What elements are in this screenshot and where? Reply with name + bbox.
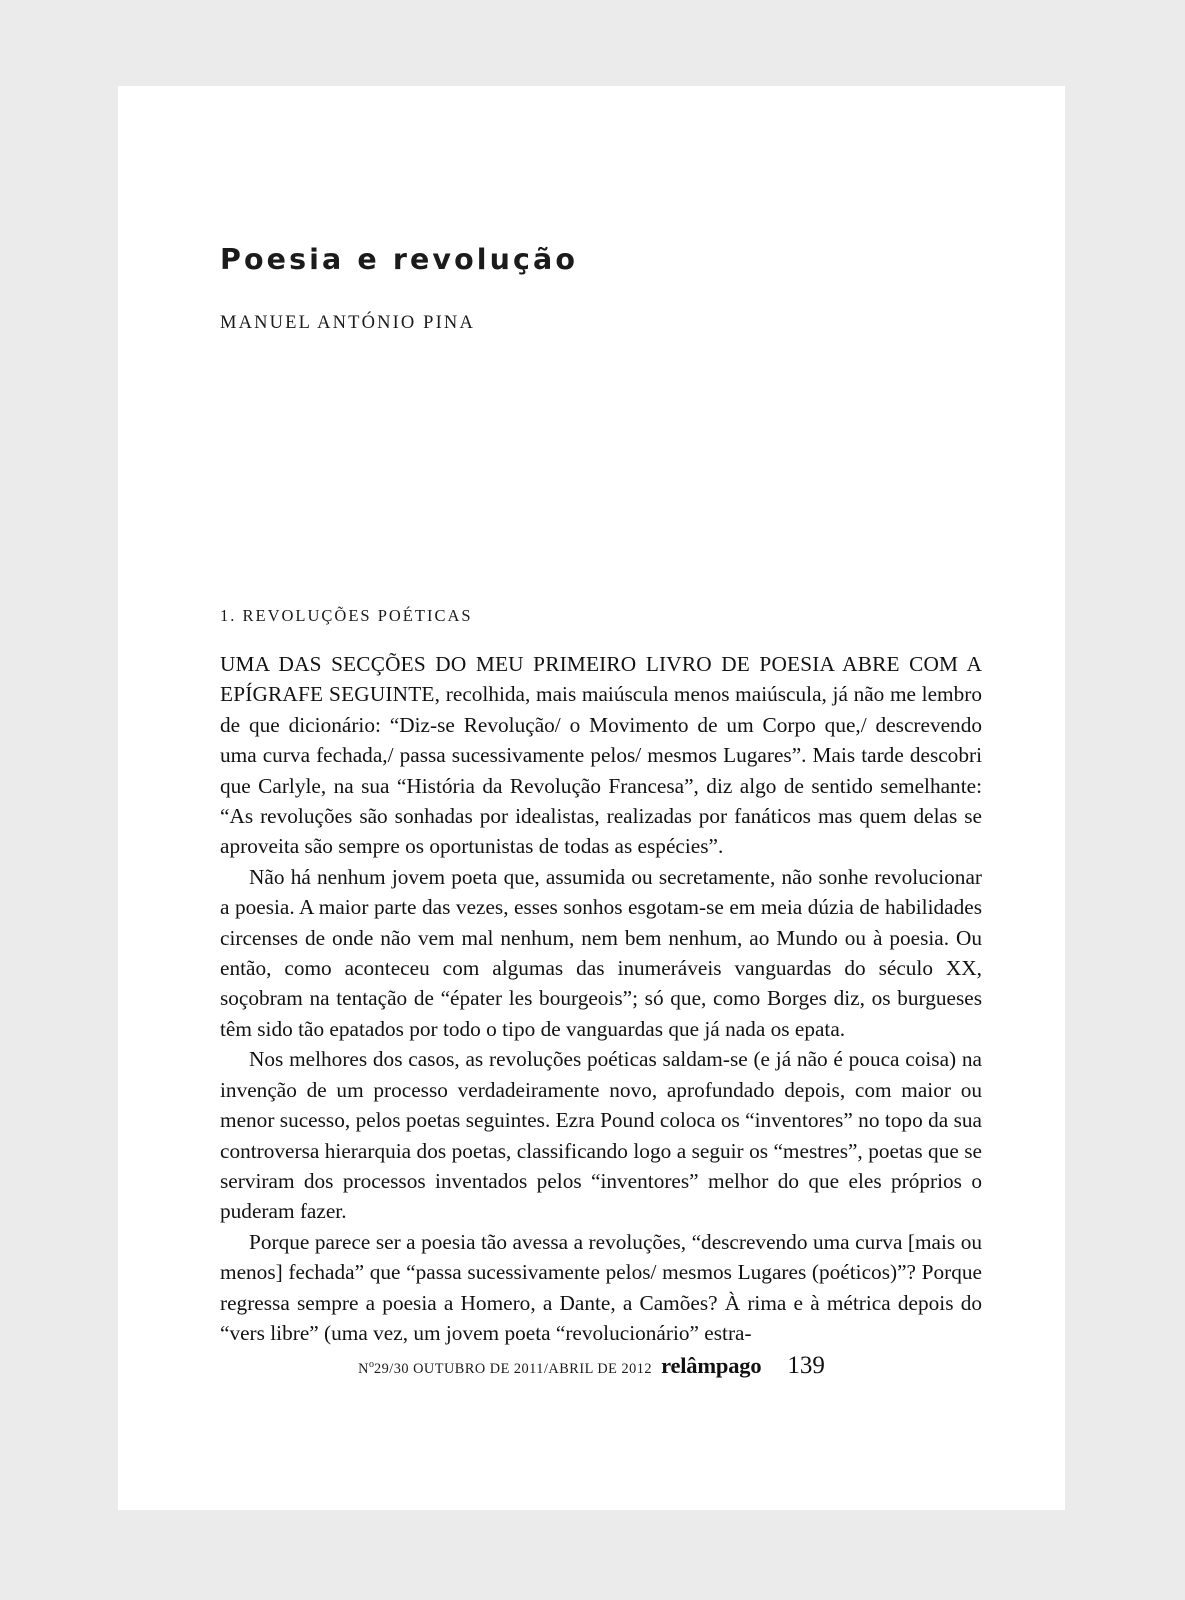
article-author: MANUEL ANTÓNIO PINA xyxy=(220,313,475,333)
page-footer xyxy=(118,1352,1065,1380)
document-page xyxy=(118,86,1065,1510)
footer-issue-info xyxy=(358,1359,652,1378)
paragraph-3: Nos melhores dos casos, as revoluções poéticas saldam-se (e já não é pouca coisa) na invenção de um processo verdadeiramente novo, aprofundado depois, com maior ou menor sucesso, pelos poetas seguintes. Ezra Pound coloca os “inventores” no topo da sua controversa hierarquia dos poetas, classificando logo a seguir os “mestres”, poetas que se serviram dos processos inventados pelos “inventores” melhor do que eles próprios o puderam fazer. xyxy=(220,1047,982,1224)
page-title: Poesia e revolução xyxy=(220,243,579,277)
page-number: 139 xyxy=(787,1352,825,1379)
footer-issue-superscript: o xyxy=(368,1359,374,1371)
lead-smallcaps-run: UMA DAS SECÇÕES DO MEU PRIMEIRO LIVRO DE POESIA ABRE COM A EPÍGRAFE SEGUINTE, xyxy=(220,652,982,707)
footer-issue-prefix: N xyxy=(358,1361,369,1377)
footer-issue-text: 29/30 OUTUBRO DE 2011/ABRIL DE 2012 xyxy=(373,1361,653,1377)
article-body xyxy=(220,649,982,1348)
paragraph-1 xyxy=(220,649,982,862)
paragraph-4: Porque parece ser a poesia tão avessa a revoluções, “descrevendo uma curva [mais ou menos] fechada” que “passa sucessivamente pelos/ mesmos Lugares (poéticos)”? Porque regressa sempre a poesia a Homero, a Dante, a Camões? À rima e à métrica depois do “vers libre” (uma vez, um jovem poeta “revolucionário” estra- xyxy=(220,1229,982,1345)
section-heading: 1. REVOLUÇÕES POÉTICAS xyxy=(220,606,473,625)
paragraph-2: Não há nenhum jovem poeta que, assumida ou secretamente, não sonhe revolucionar a poesia. A maior parte das vezes, esses sonhos esgotam-se em meia dúzia de habilidades circenses de onde não vem mal nenhum, nem bem nenhum, ao Mundo ou à poesia. Ou então, como aconteceu com algumas das inumeráveis vanguardas do século XX, soçobram na tentação de “épater les bourgeois”; só que, como Borges diz, os burgueses têm sido tão epatados por todo o tipo de vanguardas que já nada os epata. xyxy=(220,864,982,1041)
paragraph-1-rest: recolhida, mais maiúscula menos maiúscula, já não me lembro de que dicionário: “Diz-se Revolução/ o Movimento de um Corpo que,/ descrevendo uma curva fechada,/ passa sucessivamente pelos/ mesmos Lugares”. Mais tarde descobri que Carlyle, na sua “História da Revolução Francesa”, diz algo de sentido semelhante: “As revoluções são sonhadas por idealistas, realizadas por fanáticos mas quem delas se aproveita são sempre os oportunistas de todas as espécies”. xyxy=(220,682,982,859)
journal-logo: relâmpago xyxy=(661,1353,762,1378)
